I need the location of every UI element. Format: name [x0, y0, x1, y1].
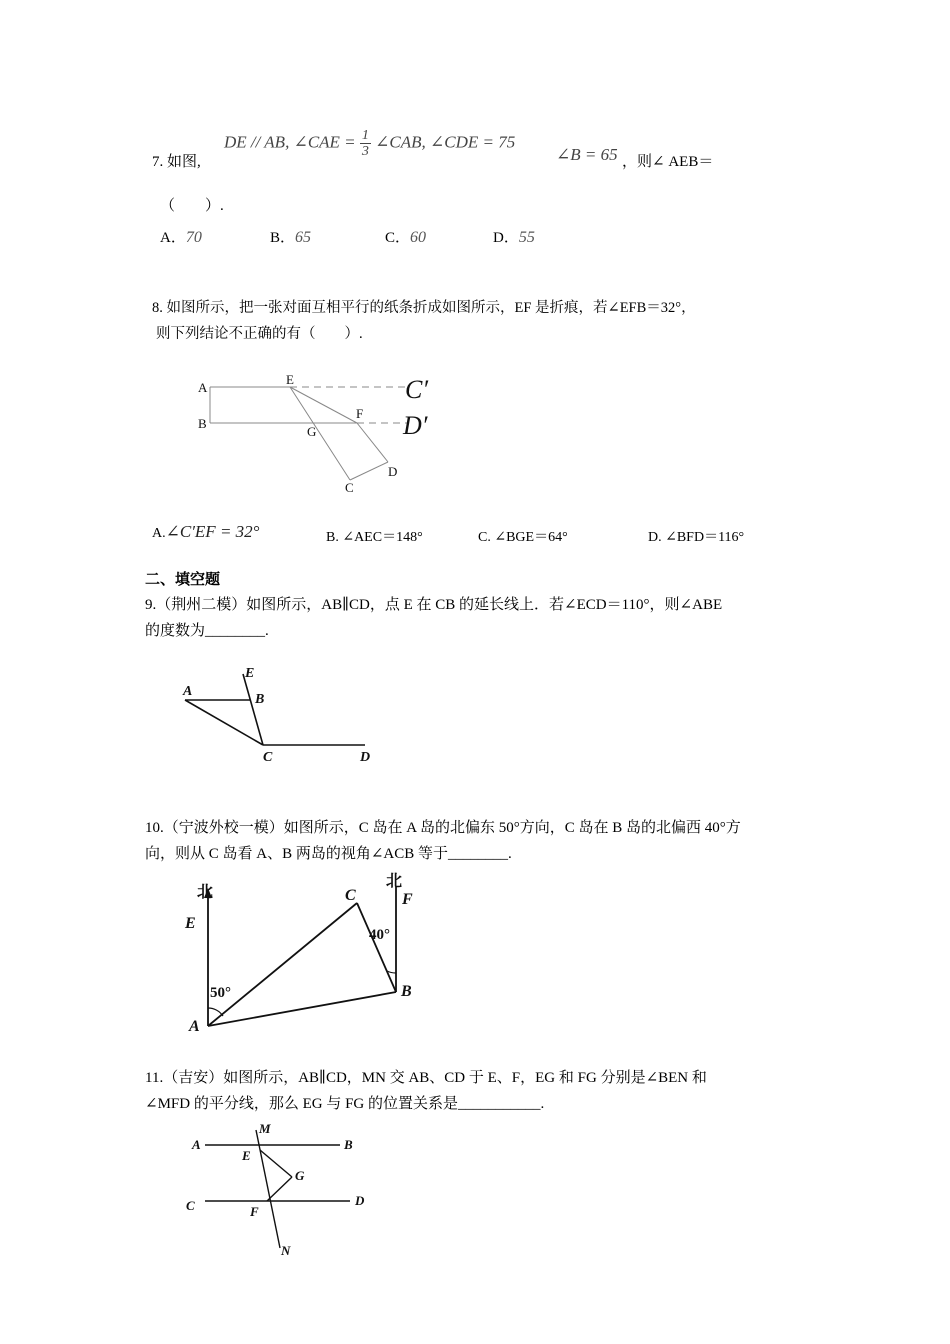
- q8-option-c[interactable]: C. ∠BGE＝64°: [478, 530, 568, 545]
- q10-label-b: B: [401, 983, 412, 1000]
- q8-option-b[interactable]: B. ∠AEC＝148°: [326, 530, 423, 545]
- q10-line-ab: [208, 992, 396, 1026]
- q7-option-d[interactable]: [493, 226, 535, 247]
- q10-line-ac: [208, 903, 357, 1026]
- q7-math-expression: [224, 128, 515, 159]
- q7-math-a: DE // AB, ∠CAE =: [224, 132, 356, 152]
- q11-label-d: D: [355, 1193, 365, 1208]
- q11-label-e: E: [242, 1148, 251, 1163]
- q11-line-mn: [256, 1130, 280, 1248]
- q9-label-d: D: [360, 750, 371, 765]
- q8-label-e: E: [286, 372, 294, 387]
- q10-label-north1: 北: [197, 884, 214, 901]
- q11-figure: [180, 1118, 380, 1263]
- q11-label-f: F: [250, 1204, 259, 1219]
- q9-line1: 9.（荆州二模）如图所示，AB∥CD，点 E 在 CB 的延长线上．若∠ECD＝110°，则∠ABE: [145, 597, 723, 613]
- q11-label-g: G: [295, 1168, 305, 1183]
- q11-label-a: A: [192, 1137, 201, 1152]
- q11-line2: ∠MFD 的平分线，那么 EG 与 FG 的位置关系是___________.: [145, 1096, 545, 1112]
- q8-label-g: G: [307, 424, 317, 439]
- q11-label-m: M: [259, 1121, 271, 1136]
- q7-math-c: ∠B = 65: [556, 145, 618, 164]
- q9-label-c: C: [263, 750, 273, 765]
- q7-option-b-label: B．: [270, 230, 296, 246]
- q10-line2: 向，则从 C 岛看 A、B 两岛的视角∠ACB 等于________.: [145, 846, 512, 862]
- q10-label-e: E: [185, 915, 196, 932]
- q10-label-40: 40°: [369, 927, 390, 943]
- q8-label-d-prime: D′: [403, 411, 428, 440]
- q8-option-a-label: A.: [152, 526, 166, 541]
- q7-option-d-label: D．: [493, 230, 519, 246]
- q7-option-b[interactable]: [270, 226, 311, 247]
- q10-label-f: F: [402, 891, 413, 908]
- q9-label-e: E: [245, 666, 255, 681]
- q9-label-a: A: [183, 684, 193, 699]
- q7-fraction: [360, 128, 371, 159]
- q7-paren: （ ）.: [160, 198, 224, 214]
- q11-label-c: C: [186, 1198, 195, 1213]
- q7-frac-num: 1: [361, 128, 369, 143]
- q9-figure: [175, 660, 385, 770]
- q10-label-a: A: [189, 1018, 200, 1035]
- q8-option-a-math: ∠C′EF = 32°: [165, 522, 260, 541]
- q7-math-b: ∠CAB, ∠CDE = 75: [375, 132, 516, 152]
- q8-line-fd: [357, 423, 388, 462]
- q7-option-d-value: 55: [518, 229, 535, 246]
- q8-line-ec: [290, 387, 350, 480]
- q8-label-c-prime: C′: [405, 375, 429, 404]
- q10-label-c: C: [345, 887, 356, 904]
- q8-label-c: C: [345, 480, 354, 495]
- q7-option-a[interactable]: [160, 226, 202, 247]
- q7-prefix: 7. 如图,: [152, 154, 201, 170]
- q8-line-cd: [350, 462, 388, 480]
- section-title-fill-in: 二、填空题: [145, 570, 221, 588]
- q8-line1: 8. 如图所示，把一张对面互相平行的纸条折成如图所示，EF 是折痕，若∠EFB＝32°，: [152, 300, 696, 316]
- q8-line2: 则下列结论不正确的有（ ）.: [156, 326, 363, 342]
- q7-option-c[interactable]: [385, 226, 426, 247]
- q7-suffix: ，则∠ AEB＝: [622, 154, 714, 170]
- q7-option-c-label: C．: [385, 230, 411, 246]
- q9-line2: 的度数为________.: [145, 623, 269, 639]
- q10-label-north2: 北: [386, 873, 403, 890]
- q11-label-b: B: [344, 1137, 353, 1152]
- q10-label-50: 50°: [210, 985, 231, 1001]
- q9-line-ac: [185, 700, 263, 745]
- q7-frac-den: 3: [361, 144, 369, 159]
- q11-line-fg: [267, 1177, 292, 1201]
- q10-figure: [175, 866, 435, 1041]
- q8-label-a: A: [198, 380, 208, 395]
- q7-option-a-value: 70: [185, 229, 202, 246]
- q8-label-f: F: [356, 406, 364, 421]
- q8-option-a[interactable]: [152, 522, 259, 542]
- q7-option-c-value: 60: [410, 229, 427, 246]
- q11-line1: 11.（吉安）如图所示，AB∥CD，MN 交 AB、CD 于 E、F，EG 和 FG 分别是∠BEN 和: [145, 1070, 707, 1086]
- q11-label-n: N: [281, 1243, 291, 1258]
- q10-line-cb: [357, 903, 396, 992]
- q8-option-d[interactable]: D. ∠BFD＝116°: [648, 530, 745, 545]
- q8-label-b: B: [198, 416, 207, 431]
- q7-option-b-value: 65: [295, 229, 312, 246]
- q8-line-ef: [290, 387, 357, 423]
- q10-line1: 10.（宁波外校一模）如图所示，C 岛在 A 岛的北偏东 50°方向，C 岛在 B 岛的北偏西 40°方: [145, 820, 741, 836]
- q8-label-d: D: [388, 464, 398, 479]
- q7-option-a-label: A．: [160, 230, 186, 246]
- q8-figure: [190, 368, 450, 498]
- q9-label-b: B: [255, 692, 265, 707]
